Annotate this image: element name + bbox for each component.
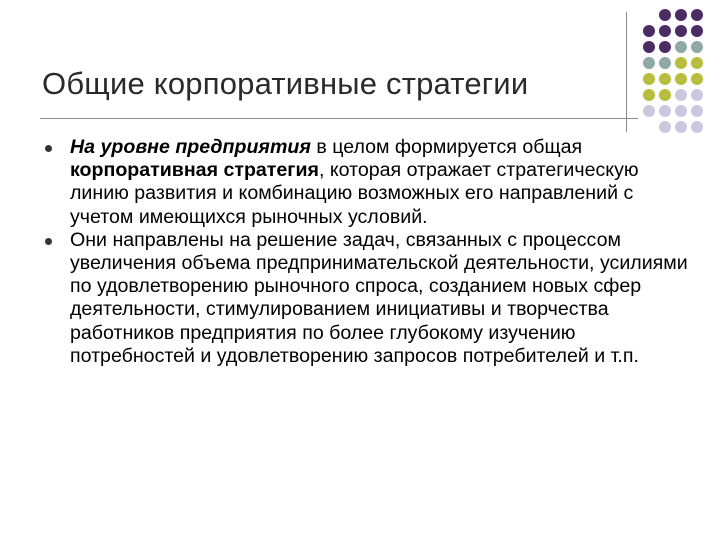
decor-dot — [659, 25, 671, 37]
decor-dot — [659, 73, 671, 85]
bullet-text: в целом формируется общая — [310, 136, 583, 158]
decor-dot — [659, 121, 671, 133]
title-divider-horizontal — [40, 118, 638, 119]
bullet-icon — [45, 238, 52, 245]
decor-dot — [691, 9, 703, 21]
decor-dot — [643, 25, 655, 37]
decor-dot — [643, 105, 655, 117]
decor-dot — [659, 89, 671, 101]
decor-dot — [691, 73, 703, 85]
decor-dot — [675, 25, 687, 37]
decor-dot — [643, 57, 655, 69]
decor-dot — [659, 41, 671, 53]
decor-dot — [675, 57, 687, 69]
decor-dot — [643, 41, 655, 53]
bullet-text: , которая отражает стратегическую линию развития и комбинацию возможных его направлений с учетом имеющихся рыночных условий. — [70, 159, 639, 228]
decor-dot — [643, 89, 655, 101]
decor-dot — [675, 89, 687, 101]
decor-dot — [691, 41, 703, 53]
decor-dot — [691, 57, 703, 69]
bullet-item-1 — [44, 136, 694, 229]
decor-dot — [691, 121, 703, 133]
bullet-icon — [45, 145, 52, 152]
bullet-item-2 — [44, 229, 694, 368]
emphasis-corporate-strategy: корпоративная стратегия — [70, 159, 319, 182]
decor-dot — [675, 73, 687, 85]
bullet-text: Они направлены на решение задач, связанных с процессом увеличения объема предпринимательской деятельности, усилиями по удовлетворению рыночного спроса, созданием новых сфер деятельности, стимулированием инициативы и творчества работников предприятия по более глубокому изучению потребностей и удовлетворению запросов потребителей и т.п. — [70, 228, 688, 367]
decorative-dot-grid — [642, 8, 704, 134]
decor-dot — [691, 89, 703, 101]
slide-body — [44, 136, 694, 368]
title-divider-vertical — [626, 12, 627, 132]
decor-dot — [675, 41, 687, 53]
decor-dot — [691, 25, 703, 37]
decor-dot — [659, 57, 671, 69]
decor-dot — [659, 9, 671, 21]
decor-dot — [675, 121, 687, 133]
decor-dot — [675, 9, 687, 21]
decor-dot — [691, 105, 703, 117]
emphasis-enterprise-level: На уровне предприятия — [70, 136, 311, 158]
decor-dot — [643, 73, 655, 85]
slide-title: Общие корпоративные стратегии — [42, 66, 529, 101]
decor-dot — [659, 105, 671, 117]
decor-dot — [675, 105, 687, 117]
